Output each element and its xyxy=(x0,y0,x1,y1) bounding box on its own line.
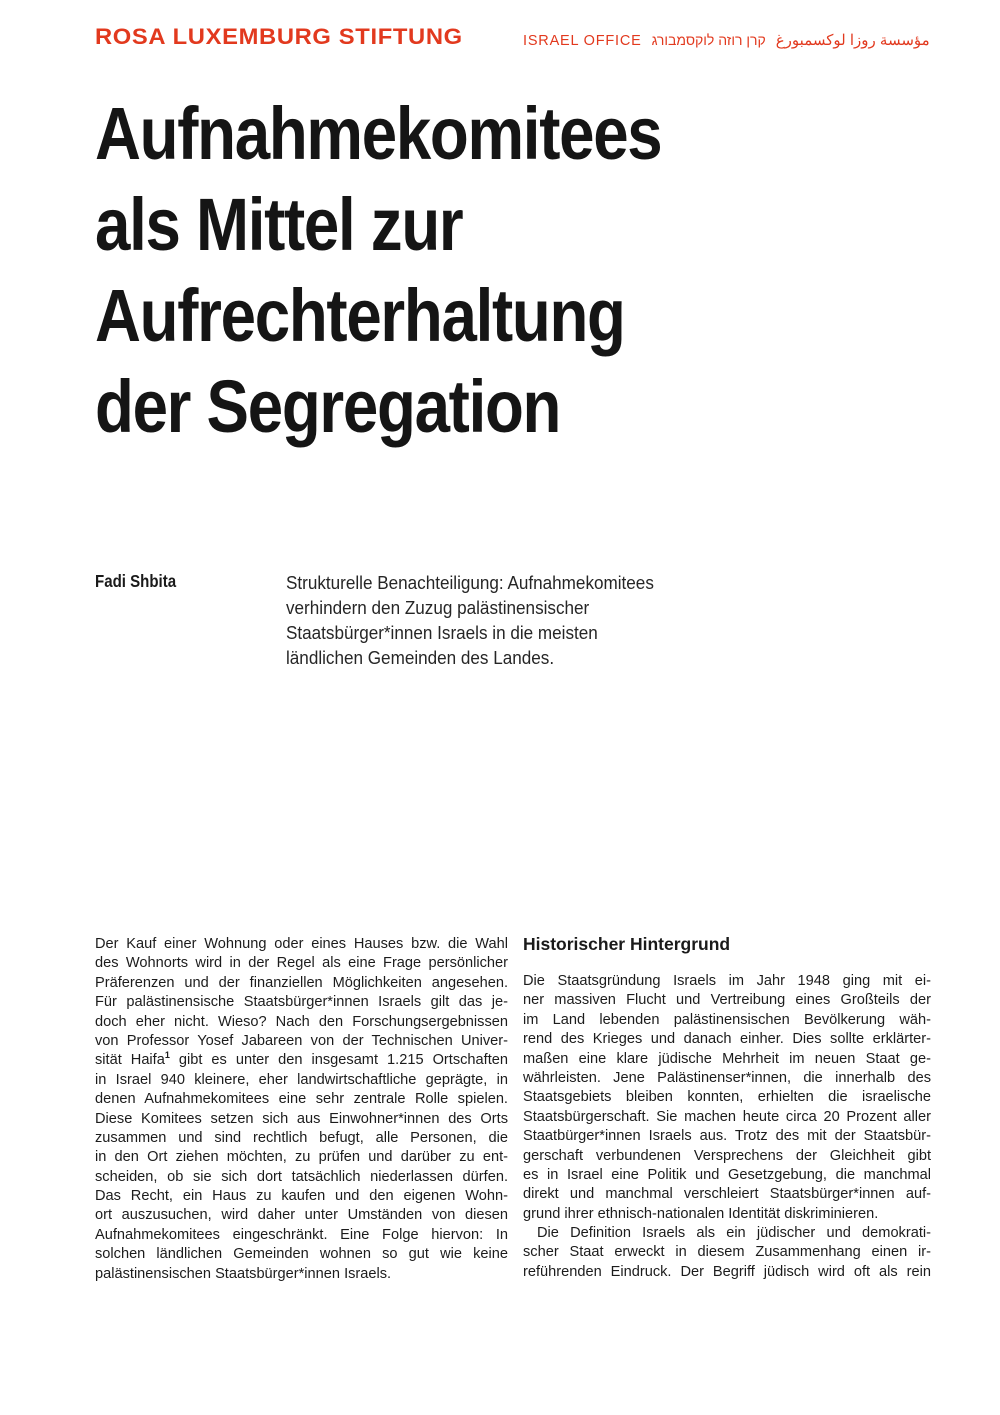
title-line: als Mittel zur xyxy=(95,183,463,266)
body-line: gerschaft verbundenen Versprechens der Gleichheit gibt xyxy=(523,1147,931,1164)
lead-paragraph xyxy=(286,571,756,671)
lead-line: Staatsbürger*innen Israels in die meisten xyxy=(286,623,598,643)
title-line: Aufrechterhaltung xyxy=(95,274,625,357)
office-label-english: ISRAEL OFFICE xyxy=(523,33,642,49)
lead-line: ländlichen Gemeinden des Landes. xyxy=(286,648,555,668)
body-line: doch eher nicht. Wieso? Nach den Forschungsergebnissen xyxy=(95,1013,508,1030)
body-line: rend des Krieges und danach einher. Dies sollte erklärter- xyxy=(523,1031,931,1048)
body-line: maßen eine klare jüdische Mehrheit im neuen Staat ge- xyxy=(523,1050,931,1067)
footnote-marker[interactable]: 1 xyxy=(164,1050,170,1061)
body-line: ort auszusuchen, wird daher unter Umständen von diesen xyxy=(95,1207,508,1224)
lead-line: Strukturelle Benachteiligung: Aufnahmekomitees xyxy=(286,573,654,593)
body-line: scher Staat erweckt in diesem Zusammenhang einen ir- xyxy=(523,1244,931,1261)
body-line: des Wohnorts wird in der Regel als eine Frage persönlicher xyxy=(95,955,508,972)
body-line: Staatsgebiets bleiben konnten, erhielten die israelische xyxy=(523,1089,931,1106)
body-line: ner massiven Flucht und Vertreibung eines Großteils der xyxy=(523,992,931,1009)
brand-logo: ROSA LUXEMBURG STIFTUNG xyxy=(95,24,463,49)
body-line: scheiden, ob sie sich dort tatsächlich niederlassen dürfen. xyxy=(95,1168,508,1185)
body-line: währleisten. Jene Palästinenser*innen, die innerhalb des xyxy=(523,1069,931,1086)
title-line: Aufnahmekomitees xyxy=(95,92,662,175)
body-line: von Professor Yosef Jabareen von der Technischen Univer- xyxy=(95,1032,508,1049)
body-line: Die Staatsgründung Israels im Jahr 1948 ging mit ei- xyxy=(523,973,931,989)
body-line: Staatsbürgerschaft. Sie machen heute circa 20 Prozent aller xyxy=(523,1108,931,1125)
body-line-with-footnote: sität Haifa$^1$ gibt es unter den insgesamt 1.215 Ortschaften xyxy=(95,1050,509,1069)
body-line: es in Israel eine Politik und Gesetzgebung, die manchmal xyxy=(523,1166,931,1183)
body-line-paragraph-start: Die Definition Israels als ein jüdischer und demokrati- xyxy=(537,1225,931,1242)
body-line: in Israel 940 kleinere, eher landwirtschaftliche geprägte, in xyxy=(95,1071,508,1088)
title-line: der Segregation xyxy=(95,365,561,448)
body-line: zusammen und sind rechtlich befugt, alle Personen, die xyxy=(95,1129,508,1146)
lead-line: verhindern den Zuzug palästinensischer xyxy=(286,598,590,618)
office-label xyxy=(523,31,930,49)
body-line: direkt und manchmal verschleiert Staatsbürger*innen auf- xyxy=(523,1186,931,1203)
body-line: im Land lebenden palästinensischen Bevölkerung wäh- xyxy=(523,1011,931,1028)
body-column-left xyxy=(95,935,508,1284)
body-line: solchen ländlichen Gemeinden wohnen so gut wie keine xyxy=(95,1246,508,1263)
body-line: Präferenzen und der finanziellen Möglichkeiten angesehen. xyxy=(95,974,508,991)
body-line: Für palästinensische Staatsbürger*innen Israels gilt das je- xyxy=(95,994,508,1011)
body-line: reführenden Eindruck. Der Begriff jüdisch wird oft als rein xyxy=(523,1263,931,1280)
masthead xyxy=(95,24,930,54)
author-name: Fadi Shbita xyxy=(95,571,177,591)
section-heading: Historischer Hintergrund xyxy=(523,934,731,954)
body-line: palästinensischen Staatsbürger*innen Israels. xyxy=(95,1265,392,1282)
page-title xyxy=(95,88,815,452)
office-label-hebrew: קרן רוזה לוקסמבורג xyxy=(651,32,766,48)
body-line: Diese Komitees setzen sich aus Einwohner*innen des Orts xyxy=(95,1110,508,1127)
body-line: Staatbürger*innen Israels aus. Trotz des mit der Staatsbür- xyxy=(523,1128,931,1145)
body-column-right xyxy=(523,935,931,1282)
body-line: Der Kauf einer Wohnung oder eines Hauses bzw. die Wahl xyxy=(95,936,508,952)
body-line: Aufnahmekomitees eingeschränkt. Eine Folge hiervon: In xyxy=(95,1226,508,1243)
office-label-arabic: مؤسسة روزا لوكسمبورغ xyxy=(775,32,930,49)
body-line: in den Ort ziehen möchten, zu prüfen und darüber zu ent- xyxy=(95,1149,508,1166)
body-line: Das Recht, ein Haus zu kaufen und den eigenen Wohn- xyxy=(95,1188,508,1205)
body-line: grund ihrer ethnisch-nationalen Identität diskriminieren. xyxy=(523,1205,879,1222)
body-line: denen Aufnahmekomitees eine sehr zentrale Rolle spielen. xyxy=(95,1091,508,1108)
